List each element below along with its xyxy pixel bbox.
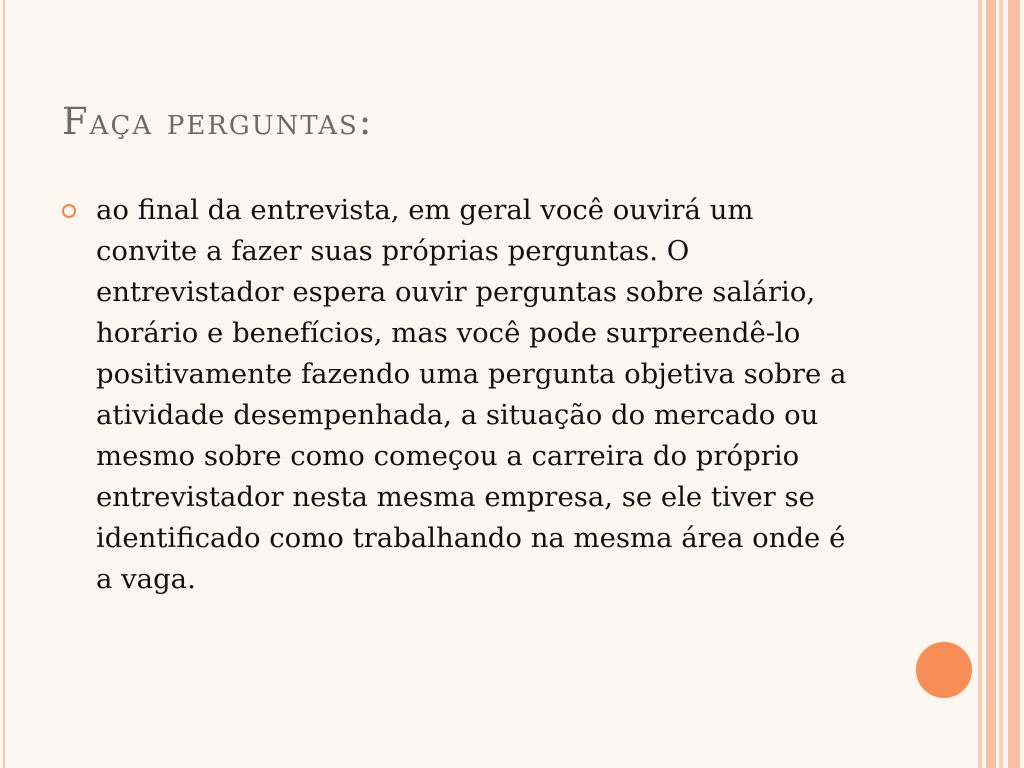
left-border-line [3,0,5,768]
right-stripe [986,0,996,768]
right-stripe [1008,0,1020,768]
bullet-icon [62,204,76,218]
slide-content [62,190,862,600]
decorative-circle-icon [913,639,975,701]
bullet-item [62,190,862,600]
right-stripe [978,0,982,768]
bullet-text: ao final da entrevista, em geral você ouvirá um convite a fazer suas próprias perguntas. O entrevistador espera ouvir perguntas sobre salário, horário e benefícios, mas você pode surpreendê-lo positivamente fazendo uma pergunta objetiva sobre a atividade desempenhada, a situação do mercado ou mesmo sobre como começou a carreira do próprio entrevistador nesta mesma empresa, se ele tiver se identificado como trabalhando na mesma área onde é a vaga. [96,194,847,595]
slide-title: Faça perguntas: [62,100,374,143]
right-stripe [999,0,1003,768]
